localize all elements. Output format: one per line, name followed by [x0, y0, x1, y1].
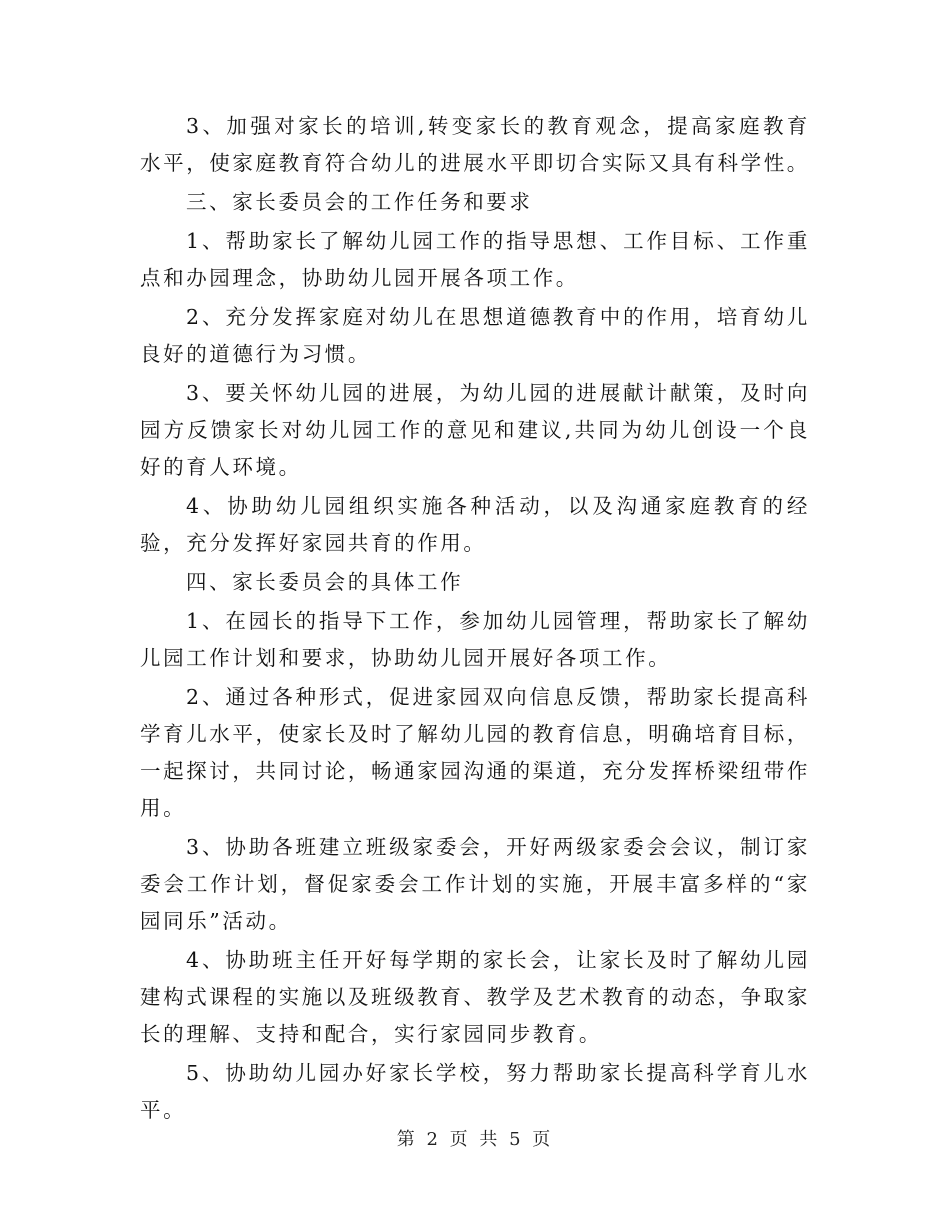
paragraph: 4、协助幼儿园组织实施各种活动，以及沟通家庭教育的经验，充分发挥好家园共育的作用。	[140, 494, 810, 555]
paragraph: 2、充分发挥家庭对幼儿在思想道德教育中的作用，培育幼儿良好的道德行为习惯。	[140, 305, 810, 366]
paragraph: 2、通过各种形式，促进家园双向信息反馈，帮助家长提高科学育儿水平，使家长及时了解幼儿园的教育信息，明确培育目标，一起探讨，共同讨论，畅通家园沟通的渠道，充分发挥桥梁纽带作用。	[140, 685, 810, 820]
paragraph: 1、帮助家长了解幼儿园工作的指导思想、工作目标、工作重点和办园理念，协助幼儿园开展各项工作。	[140, 229, 810, 290]
document-body	[140, 108, 810, 1131]
paragraph: 3、加强对家长的培训,转变家长的教育观念，提高家庭教育水平，使家庭教育符合幼儿的进展水平即切合实际又具有科学性。	[140, 114, 810, 175]
paragraph: 3、要关怀幼儿园的进展，为幼儿园的进展献计献策，及时向园方反馈家长对幼儿园工作的意见和建议,共同为幼儿创设一个良好的育人环境。	[140, 381, 810, 479]
section-heading: 三、家长委员会的工作任务和要求	[186, 190, 533, 214]
paragraph: 1、在园长的指导下工作，参加幼儿园管理，帮助家长了解幼儿园工作计划和要求，协助幼儿园开展好各项工作。	[140, 609, 810, 670]
paragraph: 5、协助幼儿园办好家长学校，努力帮助家长提高科学育儿水平。	[140, 1061, 810, 1122]
section-heading: 四、家长委员会的具体工作	[186, 570, 464, 594]
page-number-footer: 第 2 页 共 5 页	[396, 1129, 554, 1150]
paragraph: 3、协助各班建立班级家委会，开好两级家委会会议，制订家委会工作计划，督促家委会工作计划的实施，开展丰富多样的“家园同乐”活动。	[140, 835, 810, 933]
paragraph: 4、协助班主任开好每学期的家长会，让家长及时了解幼儿园建构式课程的实施以及班级教育、教学及艺术教育的动态，争取家长的理解、支持和配合，实行家园同步教育。	[140, 948, 810, 1046]
